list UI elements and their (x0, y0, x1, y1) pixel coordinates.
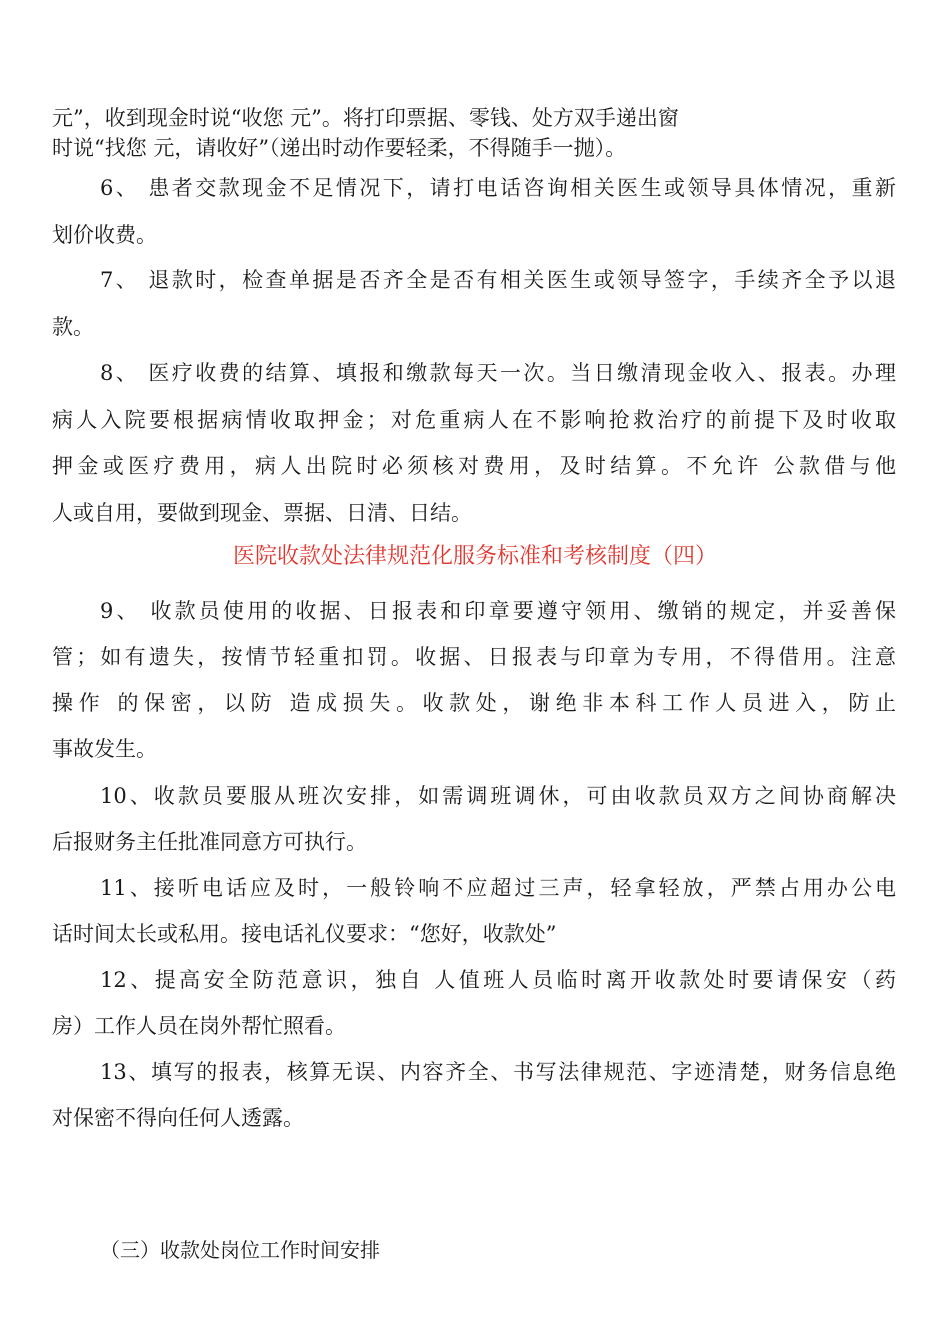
subsection-heading: （三）收款处岗位工作时间安排 (100, 1238, 380, 1262)
section-title: 医院收款处法律规范化服务标准和考核制度（四） (232, 544, 717, 569)
paragraph-10-line: 10、收款员要服从班次安排，如需调班调休，可由收款员双方之间协商解决 (100, 784, 896, 808)
paragraph-6-line: 6、 患者交款现金不足情况下，请打电话咨询相关医生或领导具体情况，重新 (100, 176, 896, 200)
paragraph-13-line: 13、填写的报表，核算无误、内容齐全、书写法律规范、字迹清楚，财务信息绝 (100, 1060, 896, 1084)
paragraph-6-line: 划价收费。 (52, 223, 157, 247)
paragraph-11-line: 11、接听电话应及时，一般铃响不应超过三声，轻拿轻放，严禁占用办公电 (100, 876, 896, 900)
paragraph-11-line: 话时间太长或私用。接电话礼仪要求：“您好，收款处” (52, 922, 557, 946)
paragraph-9-line: 管；如有遗失，按情节轻重扣罚。收据、日报表与印章为专用，不得借用。注意 (52, 645, 896, 669)
paragraph-8-line: 人或自用，要做到现金、票据、日清、日结。 (52, 501, 472, 525)
paragraph-7-line: 款。 (52, 315, 94, 339)
paragraph-10-line: 后报财务主任批准同意方可执行。 (52, 830, 367, 854)
paragraph-8-line: 8、 医疗收费的结算、填报和缴款每天一次。当日缴清现金收入、报表。办理 (100, 361, 896, 385)
paragraph-9-line: 操作 的保密，以防 造成损失。收款处，谢绝非本科工作人员进入，防止 (52, 691, 896, 715)
paragraph-12-line: 房）工作人员在岗外帮忙照看。 (52, 1014, 346, 1038)
paragraph-8-line: 押金或医疗费用，病人出院时必须核对费用，及时结算。不允许 公款借与他 (52, 454, 896, 478)
paragraph-13-line: 对保密不得向任何人透露。 (52, 1106, 304, 1130)
paragraph-7-line: 7、 退款时，检查单据是否齐全是否有相关医生或领导签字，手续齐全予以退 (100, 268, 896, 292)
paragraph-9-line: 9、 收款员使用的收据、日报表和印章要遵守领用、缴销的规定，并妥善保 (100, 599, 896, 623)
paragraph-9-line: 事故发生。 (52, 737, 157, 761)
paragraph-8-line: 病人入院要根据病情收取押金；对危重病人在不影响抢救治疗的前提下及时收取 (52, 408, 896, 432)
text-line: 元”，收到现金时说“收您 元”。将打印票据、零钱、处方双手递出窗 (52, 106, 679, 130)
paragraph-12-line: 12、提高安全防范意识，独自 人值班人员临时离开收款处时要请保安（药 (100, 968, 896, 992)
text-line: 时说“找您 元，请收好”（递出时动作要轻柔，不得随手一抛）。 (52, 136, 627, 160)
